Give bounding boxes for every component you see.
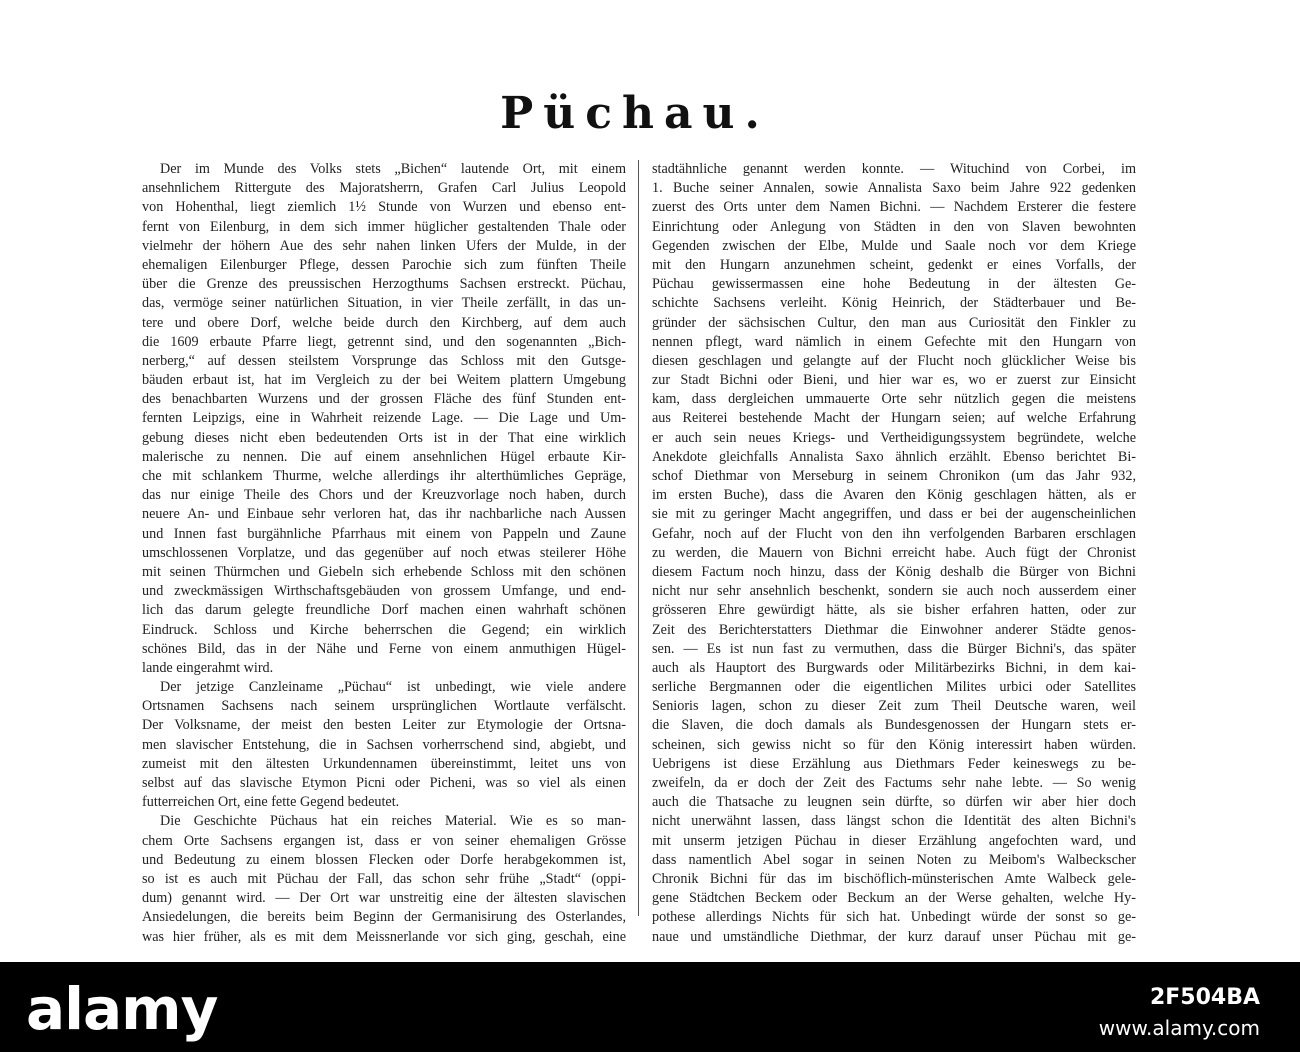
text-line: und Bedeutung zu einem blossen Flecken oder Dorfe herabgekommen ist, bbox=[142, 851, 626, 868]
text-line: lande eingerahmt wird. bbox=[142, 659, 274, 676]
text-line: ehemaligen Eilenburger Pflege, dessen Parochie sich zum fünften Theile bbox=[142, 256, 626, 273]
text-line: schichte Sachsens verleiht. König Heinrich, der Städterbauer und Be- bbox=[652, 295, 1136, 312]
text-line: zumeist mit den ältesten Urkundennamen übereinstimmt, leitet uns von bbox=[142, 755, 626, 772]
text-line: neuere An- und Einbaue sehr verloren hat, das ihr nachbarliche nach Aussen bbox=[142, 506, 626, 523]
text-line: mit seinen Thürmchen und Giebeln sich erhebende Schloss mit den schönen bbox=[142, 563, 626, 580]
text-line: Der Volksname, der meist den besten Leiter zur Etymologie der Ortsna- bbox=[142, 717, 626, 734]
text-line: grösseren Ehre gewürdigt hätte, als sie bisher erfahren hatten, oder zur bbox=[652, 602, 1136, 619]
text-line: zuerst des Orts unter dem Namen Bichni. — Nachdem Ersterer die festere bbox=[652, 199, 1136, 216]
text-line: sen. — Es ist nun fast zu vermuthen, dass die Bürger Bichni's, das später bbox=[652, 640, 1136, 657]
text-line: nicht nur sehr ansehnlich beschenkt, sondern sie auch noch ausserdem einer bbox=[652, 583, 1136, 600]
text-line: serliche Bergmannen oder die eigentlichen Milites urbici oder Satellites bbox=[652, 679, 1136, 696]
text-line: im ersten Buche), dass die Avaren den König geschlagen hätten, als er bbox=[652, 487, 1136, 504]
text-line: bäuden erbaut ist, hat im Vergleich zu der bei Weitem plattern Umgebung bbox=[142, 372, 626, 389]
text-line: malerische zu nennen. Die auf einem ansehnlichen Hügel erbaute Kir- bbox=[142, 448, 626, 465]
text-line: tere und obere Dorf, welche beide durch den Kirchberg, auf dem auch bbox=[142, 314, 626, 331]
text-line: che mit schlankem Thurme, welche allerdings ihr alterthümliches Gepräge, bbox=[142, 468, 626, 484]
text-line: diesem Factum noch hinzu, dass der König deshalb die Bürger von Bichni bbox=[652, 563, 1136, 580]
text-line: die 1609 erbaute Pfarre liegt, getrennt sind, und den sogenannten „Bich- bbox=[142, 333, 626, 350]
text-line: nerberg,“ auf dessen steilstem Vorsprunge das Schloss mit den Gutsge- bbox=[142, 352, 626, 369]
text-line: Gegenden zwischen der Elbe, Mulde und Saale noch vor dem Kriege bbox=[652, 237, 1136, 254]
text-line: er auch sein neues Kriegs- und Vertheidigungssystem begründete, welche bbox=[652, 429, 1136, 446]
text-line: diesen geschlagen und gelangte auf der Flucht noch glücklicher Weise bis bbox=[652, 352, 1136, 369]
text-line: Eindruck. Schloss und Kirche beherrschen die Gegend; ein wirklich bbox=[142, 621, 626, 638]
text-line: und zweckmässigen Wirthschaftsgebäuden von grossem Umfange, und end- bbox=[142, 583, 626, 600]
text-line: schönes Bild, das in der Nähe und Ferne von einem anmuthigen Hügel- bbox=[142, 640, 626, 657]
text-line: des benachbarten Wurzens und der grossen Fläche des fünf Stunden ent- bbox=[142, 391, 626, 408]
text-line: das nur einige Theile des Chors und der Kreuzvorlage noch haben, durch bbox=[142, 487, 626, 504]
text-line: was hier früher, als es mit dem Meissnerlande vor sich ging, geschah, eine bbox=[142, 928, 626, 945]
column-divider bbox=[638, 160, 639, 916]
text-line: Püchau gewissermassen eine hohe Bedeutung in der ältesten Ge- bbox=[652, 276, 1136, 293]
text-line: gebung dieses nicht eben bedeutenden Orts ist in der That eine wirklich bbox=[142, 429, 626, 446]
text-line: Anekdote gleichfalls Annalista Saxo ähnlich erzählt. Ebenso berichtet Bi- bbox=[652, 448, 1136, 465]
text-line: auch als Hauptort des Burgwards oder Militärbezirks Bichni, in dem kai- bbox=[652, 659, 1136, 676]
text-line: die Slaven, die doch damals als Bundesgenossen der Hungarn stets er- bbox=[652, 717, 1136, 734]
text-line: dum) genannt wird. — Der Ort war unstreitig eine der ältesten slavischen bbox=[142, 890, 626, 907]
text-line: Einrichtung oder Anlegung von Städten in den von Slaven bewohnten bbox=[652, 218, 1136, 235]
text-line: nicht unerwähnt lassen, dass längst schon die Identität des alten Bichni's bbox=[652, 813, 1136, 830]
text-line: men slavischer Entstehung, die in Sachsen vorherrschend sind, abgiebt, und bbox=[142, 736, 626, 753]
text-line: futterreichen Ort, eine fette Gegend bedeutet. bbox=[142, 794, 400, 811]
text-line: sie mit zu geringer Macht angegriffen, und dass er bei der augenscheinlichen bbox=[652, 506, 1136, 523]
text-line: selbst auf das slavische Etymon Picni oder Picheni, was so viel als einen bbox=[142, 775, 626, 791]
text-line: Der im Munde des Volks stets „Bichen“ lautende Ort, mit einem bbox=[160, 161, 626, 177]
text-line: zweifeln, da er doch der Zeit des Factums sehr nahe lebte. — So wenig bbox=[652, 775, 1136, 791]
text-line: schof Diethmar von Merseburg in seinem Chronikon (um das Jahr 932, bbox=[652, 468, 1136, 484]
text-line: so ist es auch mit Püchau der Fall, das schon sehr frühe „Stadt“ (oppi- bbox=[142, 870, 626, 887]
text-line: vielmehr der höhern Aue des sehr nahen linken Ufers der Mulde, in der bbox=[142, 237, 626, 254]
text-line: Senioris lagen, schon zu dieser Zeit zum Theil Deutsche waren, weil bbox=[652, 698, 1136, 715]
text-line: von Hohenthal, liegt ziemlich 1½ Stunde von Wurzen und ebenso ent- bbox=[142, 199, 626, 216]
text-line: naue und umständliche Diethmar, der kurz darauf unser Püchau mit ge- bbox=[652, 928, 1136, 945]
text-line: fernt von Eilenburg, in dem sich immer hüglicher gestaltenden Thale oder bbox=[142, 218, 626, 235]
left-text-column bbox=[142, 160, 626, 947]
text-line: chem Orte Sachsens ergangen ist, dass er von seiner ehemaligen Grösse bbox=[142, 832, 626, 849]
text-line: auch die Thatsache zu leugnen sein dürfte, so dürfen wir aber hier doch bbox=[652, 794, 1136, 811]
text-line: umschlossenen Vorplatze, und das gegenüber auf noch etwas steilerer Höhe bbox=[142, 544, 626, 561]
text-line: fernten Leipzigs, eine in Wahrheit reizende Lage. — Die Lage und Um- bbox=[142, 410, 626, 427]
text-line: zur Stadt Bichni oder Bieni, und hier war es, wo er zuerst zur Einsicht bbox=[652, 372, 1136, 389]
footer-logo: alamy bbox=[26, 975, 218, 1043]
text-line: zu werden, die Mauern von Bichni erreicht habe. Auch fügt der Chronist bbox=[652, 544, 1136, 561]
footer-image-id: 2F504BA bbox=[1149, 985, 1260, 1010]
right-text-column bbox=[652, 160, 1136, 947]
text-line: nennen pflegt, ward nämlich in einem Gefechte mit den Hungarn von bbox=[652, 333, 1136, 350]
text-line: Zeit des Berichterstatters Diethmar die Einwohner anderer Städte genos- bbox=[652, 621, 1136, 638]
text-line: über die Grenze des preussischen Herzogthums Sachsen erstreckt. Püchau, bbox=[142, 276, 626, 293]
text-line: das, vermöge seiner natürlichen Situation, in vier Theile zerfällt, in das un- bbox=[142, 295, 626, 312]
text-line: lich das darum gelegte freundliche Dorf machen einen wahrhaft schönen bbox=[142, 602, 626, 619]
text-line: Ansiedelungen, die bereits beim Beginn der Germanisirung des Osterlandes, bbox=[142, 909, 626, 926]
text-line: und Innen fast burgähnliche Pfarrhaus mit einem von Pappeln und Zaune bbox=[142, 525, 626, 542]
text-line: Chronik Bichni für das im bischöflich-münsterischen Amte Walbeck gele- bbox=[652, 870, 1136, 887]
text-line: kam, dass dergleichen ummauerte Orte sehr nützlich gegen die meistens bbox=[652, 391, 1136, 408]
text-line: ansehnlichem Rittergute des Majoratsherrn, Grafen Carl Julius Leopold bbox=[142, 180, 626, 197]
text-line: Uebrigens ist diese Erzählung aus Diethmars Feder keineswegs zu be- bbox=[652, 755, 1136, 772]
text-line: stadtähnliche genannt werden konnte. — Wituchind von Corbei, im bbox=[652, 161, 1136, 177]
text-line: gene Städtchen Beckem oder Beckum an der Werse gehalten, welche Hy- bbox=[652, 890, 1136, 907]
text-line: Gefahr, noch auf der Flucht von den ihn verfolgenden Barbaren erschlagen bbox=[652, 525, 1136, 542]
text-line: Der jetzige Canzleiname „Püchau“ ist unbedingt, wie viele andere bbox=[160, 679, 626, 696]
page-title: Püchau. bbox=[500, 88, 770, 139]
text-line: gründer der sächsischen Cultur, den man aus Curiosität den Finkler zu bbox=[652, 314, 1136, 331]
text-line: mit den Hungarn anzunehmen scheint, gedenkt er eines Vorfalls, der bbox=[652, 256, 1136, 273]
text-line: dass namentlich Abel sogar in seinen Noten zu Meibom's Walbeckscher bbox=[652, 851, 1136, 868]
text-line: scheinen, sich gewiss nicht so für den König interessirt haben würden. bbox=[652, 736, 1136, 753]
text-line: aus Reiterei bestehende Macht der Hungarn seien; auf welche Erfahrung bbox=[652, 410, 1136, 427]
text-line: mit unserm jetzigen Püchau in dieser Erzählung angefochten ward, und bbox=[652, 832, 1136, 849]
text-line: pothese allerdings Nichts für sich hat. Unbedingt würde der sonst so ge- bbox=[652, 909, 1136, 926]
text-line: Ortsnamen Sachsens nach seinem ursprünglichen Wortlaute verfälscht. bbox=[142, 698, 626, 715]
text-line: Die Geschichte Püchaus hat ein reiches Material. Wie es so man- bbox=[160, 813, 626, 830]
text-line: 1. Buche seiner Annalen, sowie Annalista Saxo beim Jahre 922 gedenken bbox=[652, 180, 1136, 197]
footer-url: www.alamy.com bbox=[1098, 1016, 1260, 1040]
